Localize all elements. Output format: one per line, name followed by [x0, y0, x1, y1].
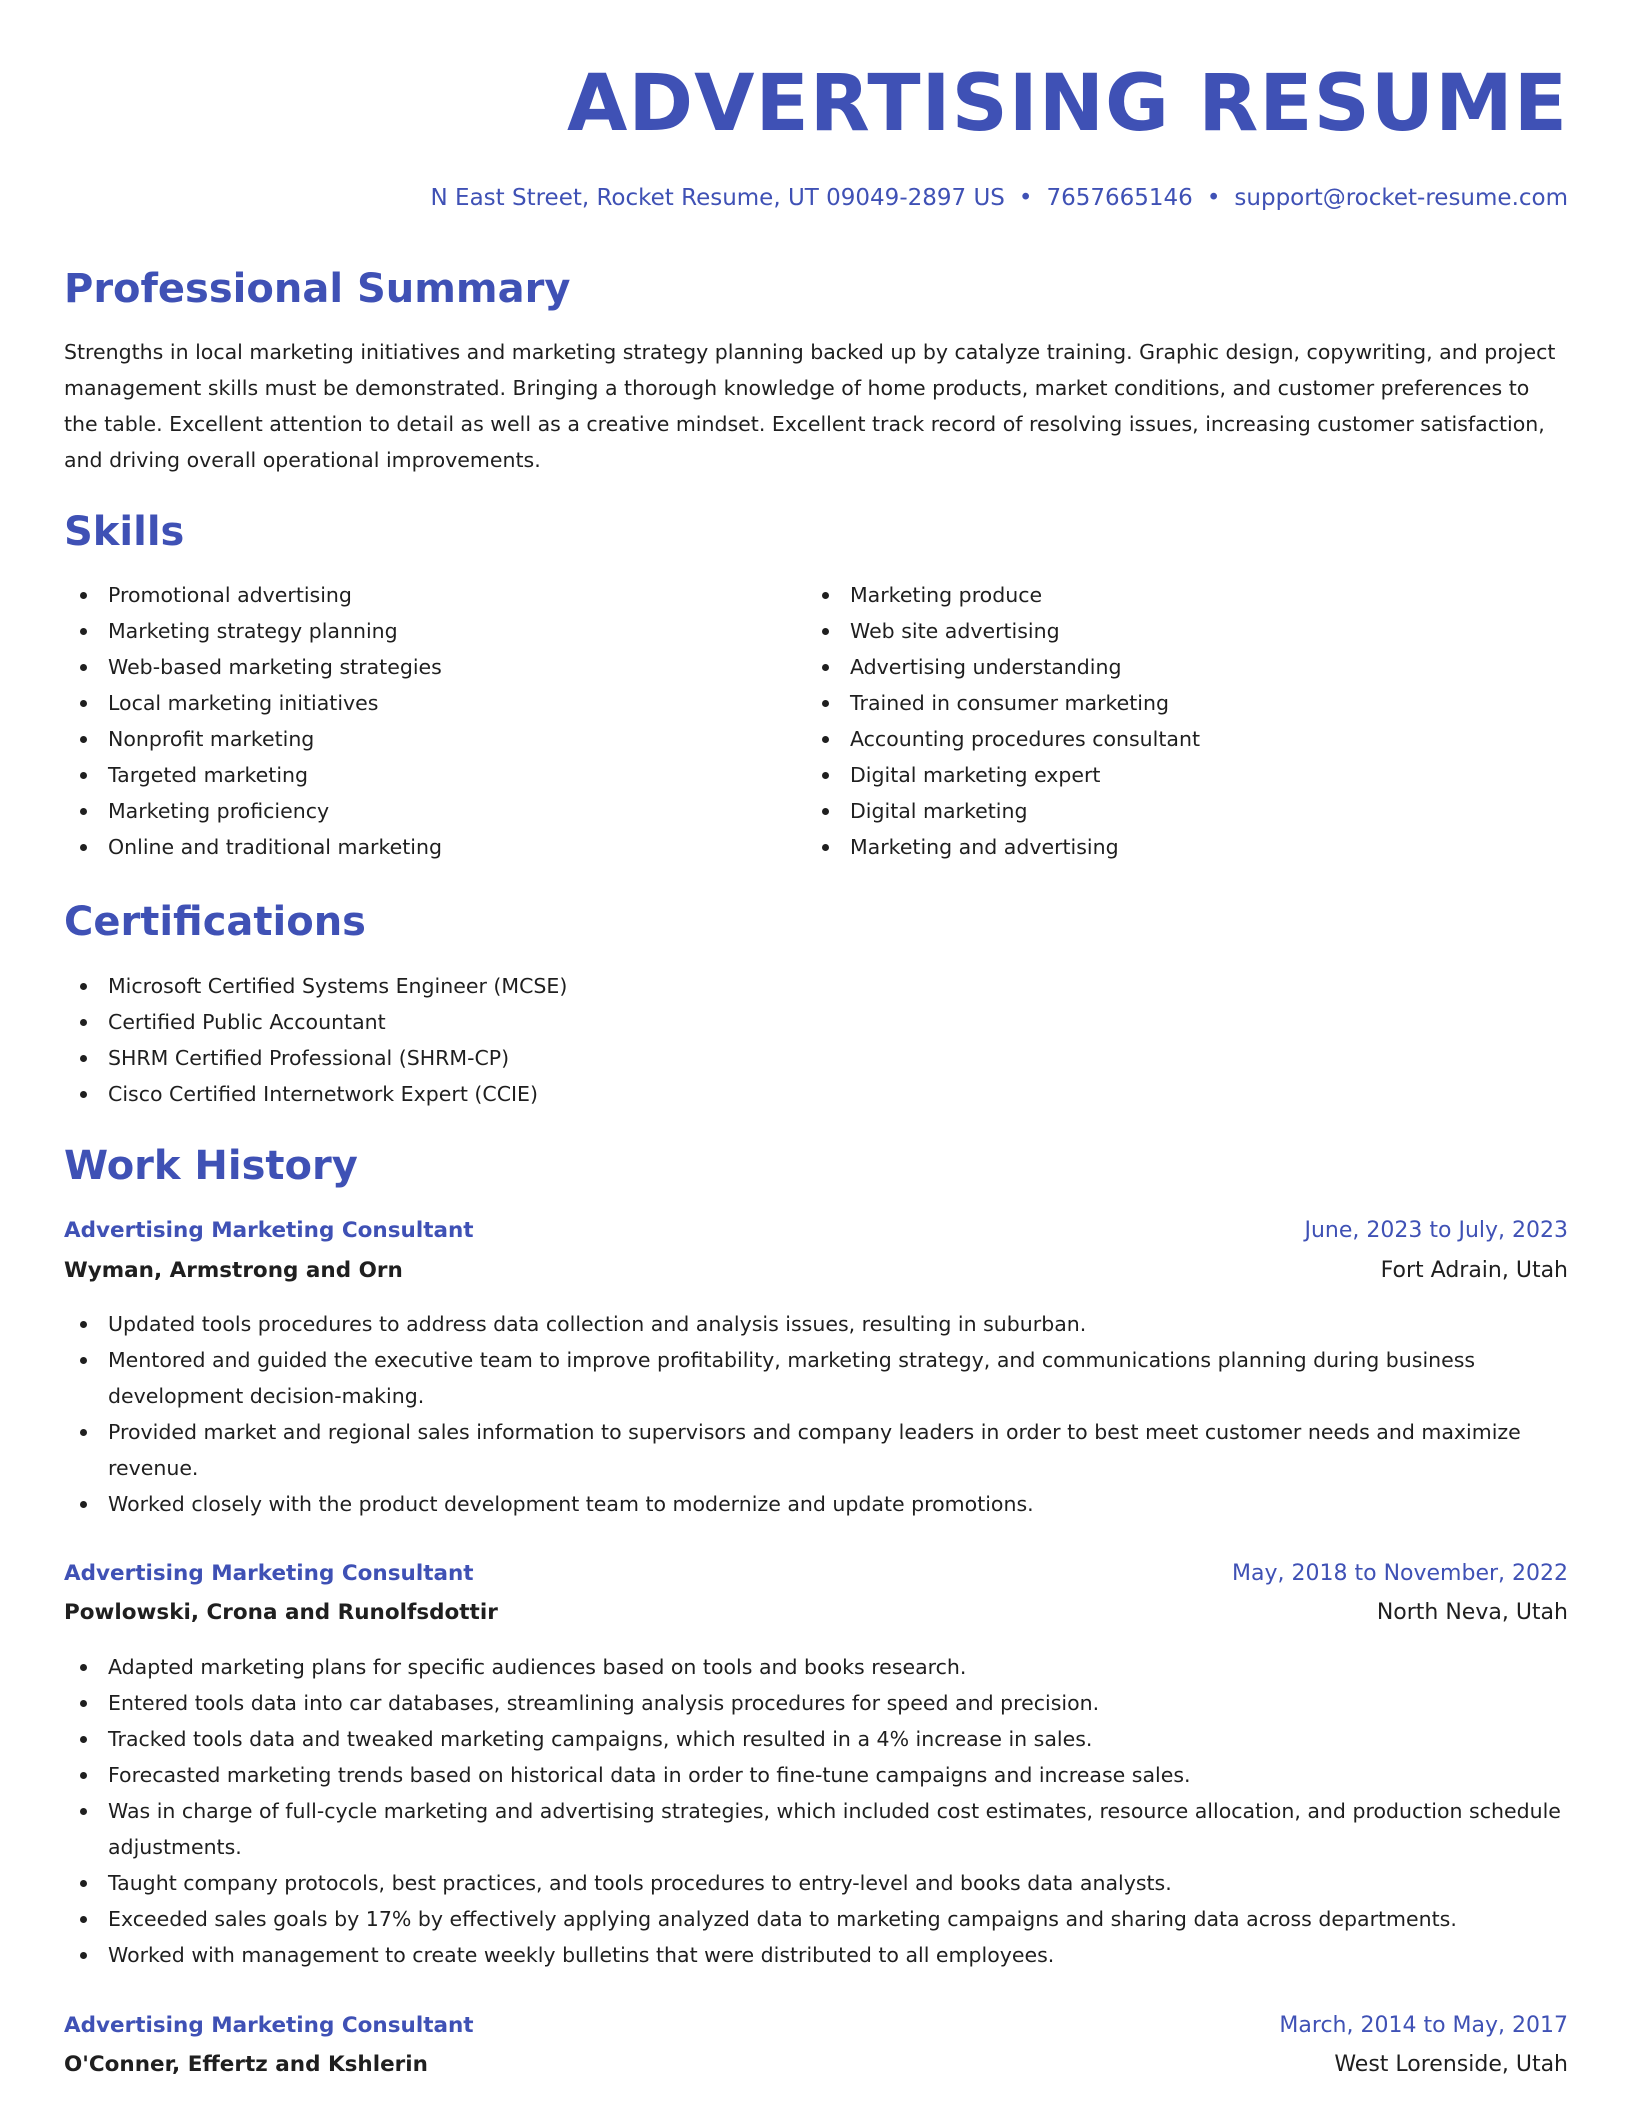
job-company: O'Conner, Effertz and Kshlerin: [64, 2052, 428, 2077]
skill-item: Marketing strategy planning: [64, 613, 804, 649]
job-bullet: Entered tools data into car databases, streamlining analysis procedures for speed and precision.: [64, 1685, 1568, 1721]
skill-item: Local marketing initiatives: [64, 685, 804, 721]
skill-item: Digital marketing expert: [806, 757, 1546, 793]
contact-phone: 7657665146: [1046, 185, 1193, 211]
skill-item: Marketing produce: [806, 577, 1546, 613]
skill-item: Trained in consumer marketing: [806, 685, 1546, 721]
job-bullet: Worked with management to create weekly bulletins that were distributed to all employees.: [64, 1937, 1568, 1973]
job-bullet: Updated tools procedures to address data collection and analysis issues, resulting in suburban.: [64, 1306, 1568, 1342]
skill-item: Advertising understanding: [806, 649, 1546, 685]
job-bullets: [64, 1306, 1568, 1522]
job-bullet: Worked closely with the product development team to modernize and update promotions.: [64, 1486, 1568, 1522]
job-location: North Neva, Utah: [1376, 1600, 1568, 1625]
job-title: Advertising Marketing Consultant: [64, 2013, 474, 2038]
skill-item: Web site advertising: [806, 613, 1546, 649]
certifications-heading: Certifications: [64, 899, 366, 945]
job-location: West Lorenside, Utah: [1334, 2052, 1568, 2077]
contact-line: [431, 178, 1568, 218]
resume-page: [64, 0, 1568, 2112]
skill-item: Marketing proficiency: [64, 793, 804, 829]
job-bullet: Provided market and regional sales information to supervisors and company leaders in order to best meet customer needs and maximize revenue.: [64, 1414, 1568, 1486]
job-title: Advertising Marketing Consultant: [64, 1218, 474, 1243]
skills-list-right: [806, 577, 1546, 865]
summary-heading: Professional Summary: [64, 266, 571, 312]
skill-item: Online and traditional marketing: [64, 829, 804, 865]
job-dates: May, 2018 to November, 2022: [1232, 1561, 1568, 1586]
job-bullet: Mentored and guided the executive team to improve profitability, marketing strategy, and communications planning during business development decision-making.: [64, 1342, 1568, 1414]
contact-separator: •: [1206, 185, 1221, 211]
job-bullet: Forecasted marketing trends based on historical data in order to fine-tune campaigns and increase sales.: [64, 1757, 1568, 1793]
contact-address: N East Street, Rocket Resume, UT 09049-2897 US: [430, 185, 1005, 211]
job-dates: March, 2014 to May, 2017: [1279, 2013, 1568, 2038]
summary-text: Strengths in local marketing initiatives and marketing strategy planning backed up by catalyze training. Graphic design, copywriting, and project management skills must be demonstrated. Bringing a thorough knowledge of home products, market conditions, and customer preferences to the table. Excellent attention to detail as well as a creative mindset. Excellent track record of resolving issues, increasing customer satisfaction, and driving overall operational improvements.: [64, 340, 1556, 472]
contact-separator: •: [1018, 185, 1033, 211]
skill-item: Nonprofit marketing: [64, 721, 804, 757]
job-bullet: Adapted marketing plans for specific audiences based on tools and books research.: [64, 1649, 1568, 1685]
skill-item: Web-based marketing strategies: [64, 649, 804, 685]
contact-email[interactable]: support@rocket-resume.com: [1234, 185, 1568, 211]
skill-item: Digital marketing: [806, 793, 1546, 829]
job-bullet: Tracked tools data and tweaked marketing campaigns, which resulted in a 4% increase in sales.: [64, 1721, 1568, 1757]
skill-item: Accounting procedures consultant: [806, 721, 1546, 757]
certification-item: Microsoft Certified Systems Engineer (MCSE): [64, 968, 1568, 1004]
job-company: Wyman, Armstrong and Orn: [64, 1258, 403, 1283]
skill-item: Targeted marketing: [64, 757, 804, 793]
job-bullet: Was in charge of full-cycle marketing and advertising strategies, which included cost estimates, resource allocation, and production schedule adjustments.: [64, 1793, 1568, 1865]
job-location: Fort Adrain, Utah: [1380, 1258, 1568, 1283]
certification-item: Certified Public Accountant: [64, 1004, 1568, 1040]
skill-item: Marketing and advertising: [806, 829, 1546, 865]
job-dates: June, 2023 to July, 2023: [1304, 1218, 1568, 1243]
job-bullets: [64, 1649, 1568, 1973]
resume-title: ADVERTISING RESUME: [567, 59, 1568, 149]
skills-list-left: [64, 577, 804, 865]
certification-item: SHRM Certified Professional (SHRM-CP): [64, 1040, 1568, 1076]
certifications-list: [64, 968, 1568, 1112]
certification-item: Cisco Certified Internetwork Expert (CCIE): [64, 1076, 1568, 1112]
job-company: Powlowski, Crona and Runolfsdottir: [64, 1600, 498, 1625]
job-title: Advertising Marketing Consultant: [64, 1561, 474, 1586]
job-bullet: Taught company protocols, best practices, and tools procedures to entry-level and books data analysts.: [64, 1865, 1568, 1901]
job-bullet: Exceeded sales goals by 17% by effectively applying analyzed data to marketing campaigns and sharing data across departments.: [64, 1901, 1568, 1937]
skill-item: Promotional advertising: [64, 577, 804, 613]
skills-heading: Skills: [64, 509, 185, 555]
work-history-heading: Work History: [64, 1143, 358, 1189]
